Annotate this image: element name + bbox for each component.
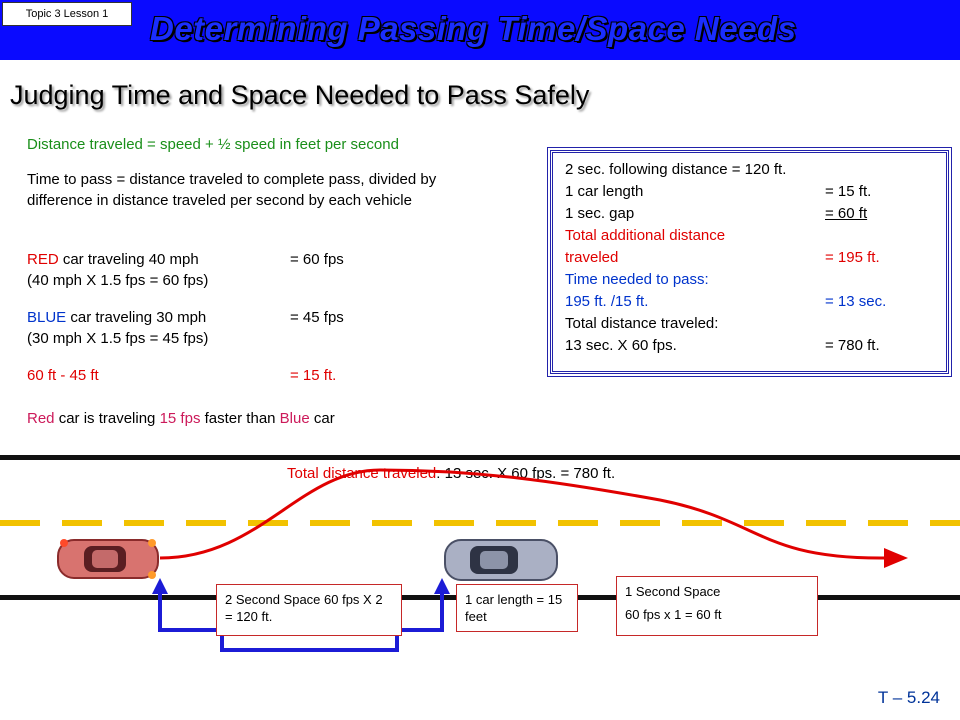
info-row-car-length-value: = 15 ft. [825, 183, 872, 200]
red-car-label: RED [27, 251, 59, 268]
info-row-car-length-label: 1 car length [565, 183, 644, 200]
info-row-traveled-label: traveled [565, 249, 619, 266]
red-car-text: car traveling 40 mph [58, 251, 199, 268]
topic-label: Topic 3 Lesson 1 [2, 2, 132, 26]
summary-mid1: car is traveling [54, 410, 160, 427]
red-car-value: = 60 fps [290, 251, 344, 268]
car-length-label: 1 car length = 15 feet [456, 584, 578, 632]
blue-car-label: BLUE [27, 309, 67, 326]
summary-mid2: faster than [200, 410, 280, 427]
two-second-space-label: 2 Second Space 60 fps X 2 = 120 ft. [216, 584, 402, 636]
info-row-division-label: 195 ft. /15 ft. [565, 293, 649, 310]
info-row-final-value: = 780 ft. [825, 337, 880, 354]
summary-red: Red [27, 410, 55, 427]
one-second-space-title: 1 Second Space [625, 584, 721, 599]
blue-car-text: car traveling 30 mph [66, 309, 207, 326]
info-row-following: 2 sec. following distance = 120 ft. [565, 161, 787, 178]
info-row-total-additional: Total additional distance [565, 227, 726, 244]
blue-car-value: = 45 fps [290, 309, 344, 326]
slide-number: T – 5.24 [877, 688, 940, 707]
total-distance-label-rest: : 13 sec. X 60 fps. = 780 ft. [436, 465, 616, 482]
passing-path-arrowhead [884, 548, 908, 568]
summary-fps: 15 fps [159, 410, 201, 427]
slide-subtitle: Judging Time and Space Needed to Pass Safely [10, 80, 590, 110]
distance-formula: Distance traveled = speed + ½ speed in feet per second [27, 136, 399, 153]
info-row-total-traveled: Total distance traveled: [565, 315, 719, 332]
one-second-space-calc: 60 fps x 1 = 60 ft [625, 607, 722, 622]
info-row-final-label: 13 sec. X 60 fps. [565, 337, 677, 354]
bracket-arrow-left [152, 578, 168, 594]
time-to-pass-text: Time to pass = distance traveled to complete pass, divided by difference in distance traveled per second by each vehicle [27, 171, 437, 209]
blue-car-icon [445, 540, 557, 580]
difference-text: 60 ft - 45 ft [27, 367, 99, 384]
info-row-gap-label: 1 sec. gap [565, 205, 635, 222]
difference-value: = 15 ft. [290, 367, 337, 384]
info-row-division-value: = 13 sec. [825, 293, 887, 310]
one-second-space-label [616, 576, 818, 636]
info-row-time-needed: Time needed to pass: [565, 271, 709, 288]
summary-blue: Blue [279, 410, 310, 427]
red-car-icon [58, 539, 158, 579]
blue-car-calc: (30 mph X 1.5 fps = 45 fps) [27, 330, 209, 347]
summary-end: car [309, 410, 335, 427]
info-row-traveled-value: = 195 ft. [825, 249, 880, 266]
slide-title: Determining Passing Time/Space Needs [150, 10, 797, 47]
bracket-arrow-right [434, 578, 450, 594]
red-car-calc: (40 mph X 1.5 fps = 60 fps) [27, 272, 209, 289]
info-row-gap-value: = 60 ft [825, 205, 868, 222]
total-distance-label-red: Total distance traveled [287, 465, 437, 482]
